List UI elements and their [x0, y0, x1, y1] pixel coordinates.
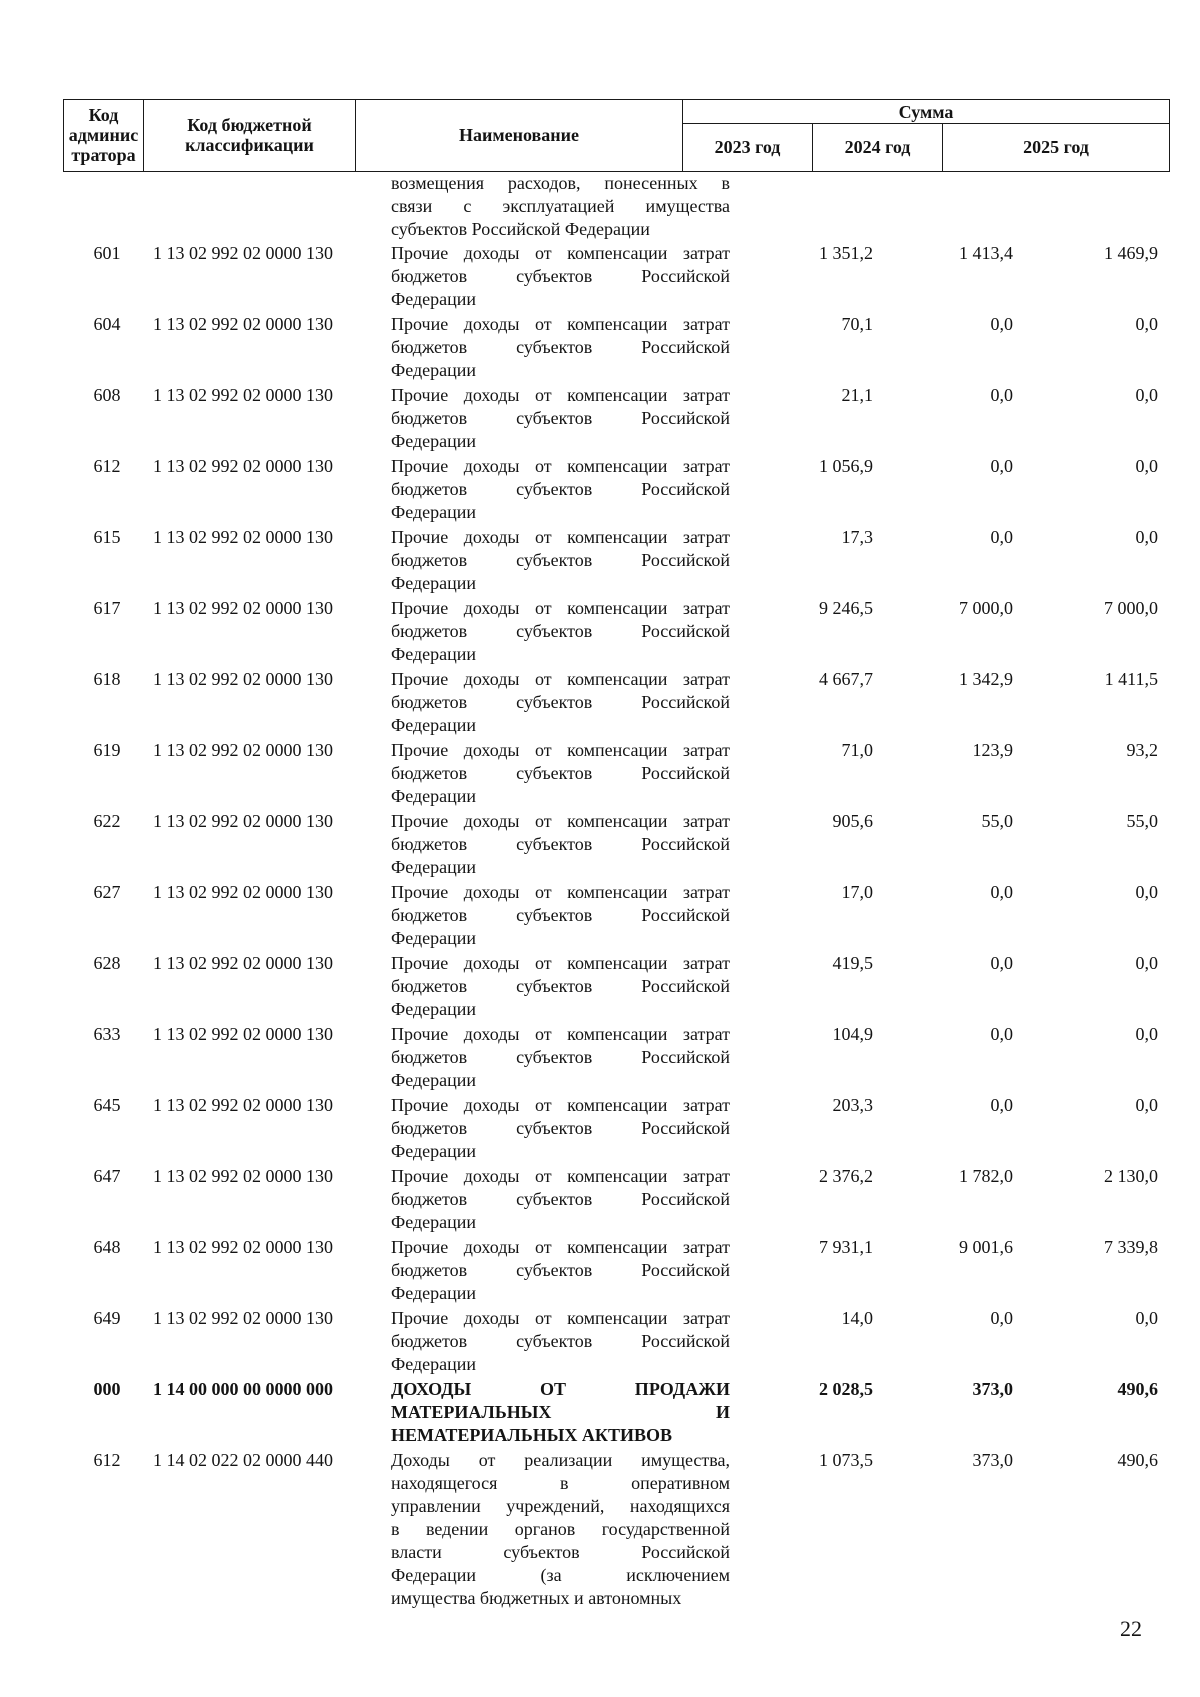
row-sum-2025: 0,0: [1135, 1308, 1158, 1328]
row-name-line: Прочие доходы от компенсации затрат: [391, 456, 730, 476]
row-sum-2025: 0,0: [1135, 527, 1158, 547]
row-name-line: бюджетов субъектов Российской: [391, 692, 730, 712]
row-name: [391, 1307, 730, 1376]
row-name-line: НЕМАТЕРИАЛЬНЫХ АКТИВОВ: [391, 1425, 672, 1445]
row-name-line: Федерации: [391, 928, 477, 948]
row-name-line: Федерации: [391, 573, 477, 593]
row-kbk-code: 1 13 02 992 02 0000 130: [153, 1095, 333, 1115]
row-name-line: Прочие доходы от компенсации затрат: [391, 740, 730, 760]
row-sum-2023: 2 376,2: [819, 1166, 873, 1186]
row-name: [391, 1165, 730, 1234]
row-sum-2023: 203,3: [832, 1095, 873, 1115]
row-admin-code: 601: [93, 243, 121, 263]
row-name-line: бюджетов субъектов Российской: [391, 479, 730, 499]
row-sum-2025: 7 339,8: [1104, 1237, 1158, 1257]
row-name-line: Федерации: [391, 857, 477, 877]
page-number: 22: [1120, 1616, 1142, 1641]
row-name-line: Федерации: [391, 1283, 477, 1303]
row-admin-code: 628: [93, 953, 121, 973]
row-name-line: бюджетов субъектов Российской: [391, 621, 730, 641]
row-kbk-code: 1 14 02 022 02 0000 440: [153, 1450, 333, 1470]
row-name-line: бюджетов субъектов Российской: [391, 1047, 730, 1067]
row-kbk-code: 1 13 02 992 02 0000 130: [153, 1024, 333, 1044]
row-name-line: бюджетов субъектов Российской: [391, 763, 730, 783]
row-sum-2025: 1 411,5: [1104, 669, 1158, 689]
row-kbk-code: 1 14 00 000 00 0000 000: [153, 1379, 333, 1399]
row-sum-2024: 0,0: [990, 1095, 1013, 1115]
row-name-line: бюджетов субъектов Российской: [391, 408, 730, 428]
row-sum-2024: 0,0: [990, 1308, 1013, 1328]
table-header: [63, 99, 1170, 172]
row-admin-code: 617: [93, 598, 121, 618]
row-sum-2024: 0,0: [990, 1024, 1013, 1044]
row-name-line: Прочие доходы от компенсации затрат: [391, 598, 730, 618]
row-admin-code: 622: [93, 811, 121, 831]
row-sum-2025: 0,0: [1135, 456, 1158, 476]
row-sum-2023: 21,1: [841, 385, 873, 405]
row-admin-code: 608: [93, 385, 121, 405]
row-sum-2024: 0,0: [990, 314, 1013, 334]
row-sum-2023: 70,1: [841, 314, 873, 334]
row-name: [391, 881, 730, 950]
row-name-line: Прочие доходы от компенсации затрат: [391, 1166, 730, 1186]
row-name-line: Прочие доходы от компенсации затрат: [391, 314, 730, 334]
row-kbk-code: 1 13 02 992 02 0000 130: [153, 953, 333, 973]
row-name-line: Доходы от реализации имущества,: [391, 1450, 730, 1470]
row-name-line: Прочие доходы от компенсации затрат: [391, 385, 730, 405]
row-sum-2024: 0,0: [990, 456, 1013, 476]
row-name: [391, 455, 730, 524]
row-admin-code: 618: [93, 669, 121, 689]
row-sum-2024: 1 413,4: [959, 243, 1013, 263]
row-sum-2023: 1 351,2: [819, 243, 873, 263]
row-name: [391, 526, 730, 595]
row-name-line: бюджетов субъектов Российской: [391, 1189, 730, 1209]
row-sum-2024: 7 000,0: [959, 598, 1013, 618]
row-name-line: бюджетов субъектов Российской: [391, 905, 730, 925]
row-sum-2024: 1 782,0: [959, 1166, 1013, 1186]
row-sum-2023: 7 931,1: [819, 1237, 873, 1257]
row-kbk-code: 1 13 02 992 02 0000 130: [153, 1166, 333, 1186]
row-name: [391, 384, 730, 453]
row-name-line: Федерации: [391, 502, 477, 522]
row-name: [391, 313, 730, 382]
row-name-line: бюджетов субъектов Российской: [391, 834, 730, 854]
row-sum-2024: 373,0: [972, 1379, 1013, 1399]
row-kbk-code: 1 13 02 992 02 0000 130: [153, 598, 333, 618]
row-name: [391, 1094, 730, 1163]
row-kbk-code: 1 13 02 992 02 0000 130: [153, 385, 333, 405]
row-admin-code: 615: [93, 527, 121, 547]
row-name-line: Федерации: [391, 999, 477, 1019]
row-admin-code: 604: [93, 314, 121, 334]
row-name-line: бюджетов субъектов Российской: [391, 550, 730, 570]
row-kbk-code: 1 13 02 992 02 0000 130: [153, 882, 333, 902]
row-name-line: в ведении органов государственной: [391, 1519, 730, 1539]
header-year-2024: 2024 год: [844, 137, 911, 157]
row-sum-2025: 55,0: [1126, 811, 1158, 831]
row-name-line: Федерации: [391, 1212, 477, 1232]
row-kbk-code: 1 13 02 992 02 0000 130: [153, 1237, 333, 1257]
row-name-line: Прочие доходы от компенсации затрат: [391, 1095, 730, 1115]
row-name-line: управлении учреждений, находящихся: [391, 1496, 730, 1516]
row-admin-code: 000: [93, 1379, 121, 1399]
row-name-line: Прочие доходы от компенсации затрат: [391, 1237, 730, 1257]
row-admin-code: 612: [93, 1450, 121, 1470]
row-name: [391, 810, 730, 879]
row-name: [391, 597, 730, 666]
row-kbk-code: 1 13 02 992 02 0000 130: [153, 740, 333, 760]
row-name-line: Прочие доходы от компенсации затрат: [391, 953, 730, 973]
row-name-line: Прочие доходы от компенсации затрат: [391, 882, 730, 902]
row-admin-code: 647: [93, 1166, 121, 1186]
row-name-line: Федерации: [391, 715, 477, 735]
row-name-line: бюджетов субъектов Российской: [391, 976, 730, 996]
row-sum-2023: 1 073,5: [819, 1450, 873, 1470]
header-year-2025: 2025 год: [1023, 137, 1089, 157]
row-admin-code: 612: [93, 456, 121, 476]
row-sum-2025: 1 469,9: [1104, 243, 1158, 263]
row-sum-2023: 905,6: [832, 811, 873, 831]
row-sum-2023: 17,3: [841, 527, 873, 547]
row-sum-2025: 93,2: [1126, 740, 1158, 760]
row-sum-2025: 0,0: [1135, 1024, 1158, 1044]
row-name-line: Федерации: [391, 644, 477, 664]
header-year-2023: 2023 год: [714, 137, 781, 157]
row-name-line: Прочие доходы от компенсации затрат: [391, 811, 730, 831]
row-sum-2024: 123,9: [972, 740, 1013, 760]
row-sum-2023: 17,0: [841, 882, 873, 902]
header-kbk: Код бюджетной классификации: [185, 115, 314, 155]
row-name-line: Федерации: [391, 1354, 477, 1374]
row-sum-2025: 0,0: [1135, 314, 1158, 334]
row-kbk-code: 1 13 02 992 02 0000 130: [153, 243, 333, 263]
row-sum-2024: 9 001,6: [959, 1237, 1013, 1257]
row-name-line: Прочие доходы от компенсации затрат: [391, 243, 730, 263]
row-name-line: бюджетов субъектов Российской: [391, 1118, 730, 1138]
row-kbk-code: 1 13 02 992 02 0000 130: [153, 669, 333, 689]
row-name: [391, 1236, 730, 1305]
row-sum-2024: 0,0: [990, 953, 1013, 973]
row-sum-2023: 1 056,9: [819, 456, 873, 476]
row-sum-2023: 71,0: [841, 740, 873, 760]
row-name-line: Прочие доходы от компенсации затрат: [391, 527, 730, 547]
row-sum-2025: 7 000,0: [1104, 598, 1158, 618]
row-sum-2025: 490,6: [1117, 1379, 1158, 1399]
header-name: Наименование: [459, 125, 579, 145]
row-admin-code: 649: [93, 1308, 121, 1328]
row-name-line: Федерации: [391, 360, 477, 380]
row-name-line: Федерации: [391, 1070, 477, 1090]
row-name-line: Федерации: [391, 431, 477, 451]
row-sum-2025: 0,0: [1135, 953, 1158, 973]
row-admin-code: 648: [93, 1237, 121, 1257]
row-name-line: ДОХОДЫ ОТ ПРОДАЖИ: [391, 1379, 730, 1399]
row-sum-2023: 14,0: [841, 1308, 873, 1328]
row-name-line: Федерации: [391, 1141, 477, 1161]
row-kbk-code: 1 13 02 992 02 0000 130: [153, 456, 333, 476]
row-sum-2023: 104,9: [832, 1024, 873, 1044]
row-admin-code: 633: [93, 1024, 121, 1044]
header-sum: Сумма: [898, 102, 954, 122]
row-name: [391, 172, 730, 241]
row-name-line: МАТЕРИАЛЬНЫХ И: [391, 1402, 730, 1422]
row-name-line: Прочие доходы от компенсации затрат: [391, 669, 730, 689]
row-kbk-code: 1 13 02 992 02 0000 130: [153, 1308, 333, 1328]
row-name: [391, 242, 730, 311]
row-sum-2025: 490,6: [1117, 1450, 1158, 1470]
row-name: [391, 952, 730, 1021]
row-name-line: Федерации (за исключением: [391, 1565, 730, 1585]
row-sum-2023: 4 667,7: [819, 669, 873, 689]
row-name-line: бюджетов субъектов Российской: [391, 1260, 730, 1280]
row-name-line: бюджетов субъектов Российской: [391, 337, 730, 357]
row-name-line: возмещения расходов, понесенных в: [391, 173, 730, 193]
row-kbk-code: 1 13 02 992 02 0000 130: [153, 811, 333, 831]
header-admin-code: Код админис тратора: [68, 105, 139, 165]
row-sum-2025: 0,0: [1135, 385, 1158, 405]
row-name-line: Федерации: [391, 786, 477, 806]
row-sum-2023: 9 246,5: [819, 598, 873, 618]
row-sum-2023: 419,5: [832, 953, 873, 973]
row-name: [391, 1449, 730, 1610]
row-admin-code: 619: [93, 740, 121, 760]
row-name-line: имущества бюджетных и автономных: [391, 1588, 682, 1608]
row-sum-2023: 2 028,5: [819, 1379, 873, 1399]
row-kbk-code: 1 13 02 992 02 0000 130: [153, 314, 333, 334]
row-sum-2025: 2 130,0: [1104, 1166, 1158, 1186]
row-kbk-code: 1 13 02 992 02 0000 130: [153, 527, 333, 547]
row-name-line: Прочие доходы от компенсации затрат: [391, 1308, 730, 1328]
row-name: [391, 739, 730, 808]
row-sum-2025: 0,0: [1135, 1095, 1158, 1115]
row-name-line: бюджетов субъектов Российской: [391, 266, 730, 286]
row-sum-2024: 0,0: [990, 385, 1013, 405]
row-name-line: бюджетов субъектов Российской: [391, 1331, 730, 1351]
row-name: [391, 668, 730, 737]
row-name-line: власти субъектов Российской: [391, 1542, 730, 1562]
row-name: [391, 1378, 730, 1447]
row-name-line: субъектов Российской Федерации: [391, 219, 650, 239]
row-sum-2024: 0,0: [990, 527, 1013, 547]
row-name-line: связи с эксплуатацией имущества: [391, 196, 730, 216]
row-admin-code: 627: [93, 882, 121, 902]
row-sum-2024: 1 342,9: [959, 669, 1013, 689]
row-sum-2024: 0,0: [990, 882, 1013, 902]
row-sum-2024: 55,0: [981, 811, 1013, 831]
row-name-line: находящегося в оперативном: [391, 1473, 730, 1493]
row-sum-2025: 0,0: [1135, 882, 1158, 902]
row-name: [391, 1023, 730, 1092]
row-name-line: Прочие доходы от компенсации затрат: [391, 1024, 730, 1044]
row-admin-code: 645: [93, 1095, 121, 1115]
row-name-line: Федерации: [391, 289, 477, 309]
row-sum-2024: 373,0: [972, 1450, 1013, 1470]
